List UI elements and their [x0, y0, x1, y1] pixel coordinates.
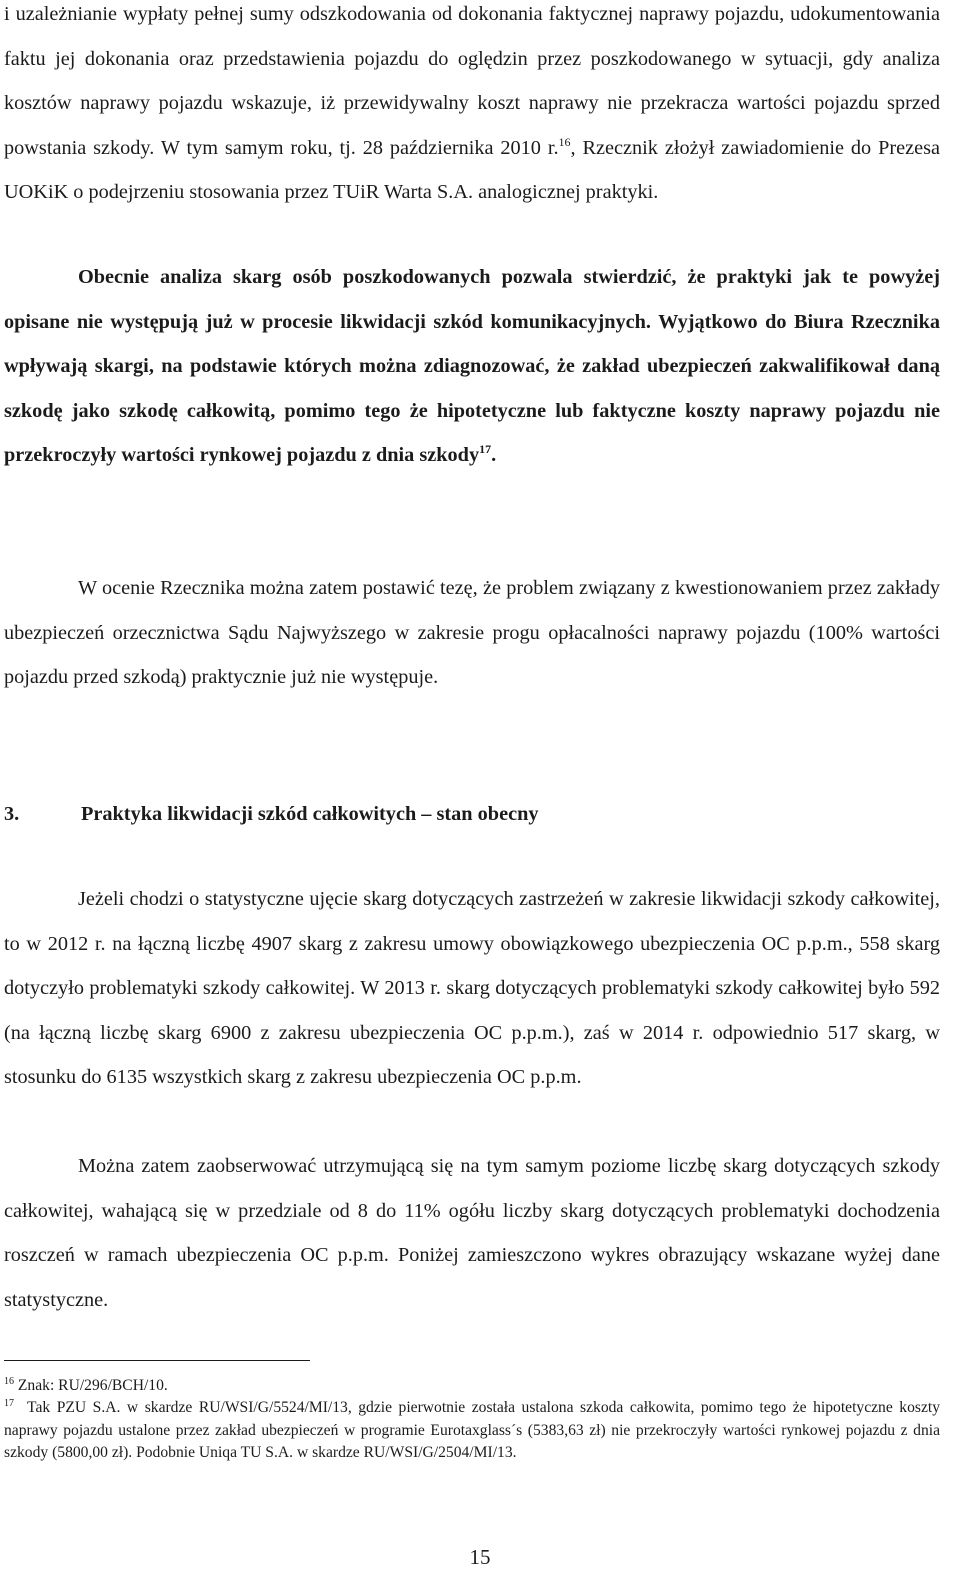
footnote-16-text: Znak: RU/296/BCH/10. [17, 1377, 168, 1394]
page-number: 15 [469, 1545, 491, 1569]
paragraph-1-text-after: , Rzecznik złożył zawiadomienie do Prezesa UOKiK o podejrzeniu stosowania przez TUiR Warta S.A. analogicznej praktyki. [4, 136, 941, 203]
footnote-16-marker: 16 [4, 1375, 14, 1387]
paragraph-2 [4, 255, 940, 478]
paragraph-2-text: Obecnie analiza skarg osób poszkodowanych pozwala stwierdzić, że praktyki jak te powyżej opisane nie występują już w procesie likwidacji szkód komunikacyjnych. Wyjątkowo do Biura Rzecznika wpływają skargi, na podstawie których można zdiagnozować, że zakład ubezpieczeń zakwalifikował daną szkodę jako szkodę całkowitą, pomimo tego że hipotetyczne lub faktyczne koszty naprawy pojazdu nie przekroczyły wartości rynkowej pojazdu z dnia szkody [4, 266, 940, 466]
paragraph-3: W ocenie Rzecznika można zatem postawić tezę, że problem związany z kwestionowaniem przez zakłady ubezpieczeń orzecznictwa Sądu Najwyższego w zakresie progu opłacalności naprawy pojazdu (100% wartości pojazdu przed szkodą) praktycznie już nie występuje. [4, 577, 940, 688]
footnote-separator [4, 1360, 310, 1361]
paragraph-4: Jeżeli chodzi o statystyczne ujęcie skarg dotyczących zastrzeżeń w zakresie likwidacji szkody całkowitej, to w 2012 r. na łączną liczbę 4907 skarg z zakresu umowy obowiązkowego ubezpieczenia OC p.p.m., 558 skarg dotyczyło problematyki szkody całkowitej. W 2013 r. skarg dotyczących problematyki szkody całkowitej było 592 (na łączną liczbę skarg 6900 z zakresu ubezpieczenia OC p.p.m.), zaś w 2014 r. odpowiednio 517 skarg, w stosunku do 6135 wszystkich skarg z zakresu ubezpieczenia OC p.p.m. [4, 888, 940, 1088]
footnote-17-marker: 17 [4, 1397, 14, 1409]
paragraph-5: Można zatem zaobserwować utrzymującą się na tym samym poziome liczbę skarg dotyczących szkody całkowitej, wahającą się w przedziale od 8 do 11% ogółu liczby skarg dotyczących problematyki dochodzenia roszczeń w ramach ubezpieczenia OC p.p.m. Poniżej zamieszczono wykres obrazujący wskazane wyżej dane statystyczne. [4, 1155, 940, 1311]
footnote-17 [4, 1397, 940, 1465]
section-number: 3. [4, 803, 20, 825]
footnote-17-text: Tak PZU S.A. w skardze RU/WSI/G/5524/MI/13, gdzie pierwotnie została ustalona szkoda całkowita, pomimo tego że hipotetyczne koszty naprawy pojazdu ustalone przez zakład ubezpieczeń w programie Eurotaxglass´s (5383,63 zł) nie przekroczyły wartości rynkowej pojazdu z dnia szkody (5800,00 zł). Podobnie Uniqa TU S.A. w skardze RU/WSI/G/2504/MI/13. [4, 1399, 940, 1461]
footnote-16 [4, 1375, 940, 1398]
section-heading [4, 792, 904, 836]
footnote-ref-16[interactable]: 16 [558, 134, 571, 149]
paragraph-1-text: i uzależnianie wypłaty pełnej sumy odszkodowania od dokonania faktycznej naprawy pojazdu, udokumentowania faktu jej dokonania oraz przedstawienia pojazdu do oględzin przez poszkodowanego w sytuacji, gdy analiza kosztów naprawy pojazdu wskazuje, iż przewidywalny koszt naprawy nie przekracza wartości pojazdu sprzed powstania szkody. W tym samym roku, tj. 28 października 2010 r. [4, 3, 940, 159]
section-title: Praktyka likwidacji szkód całkowitych – stan obecny [81, 803, 539, 825]
paragraph-2-text-after: . [491, 444, 497, 466]
footnote-ref-17[interactable]: 17 [479, 442, 492, 457]
paragraph-1 [4, 0, 940, 215]
